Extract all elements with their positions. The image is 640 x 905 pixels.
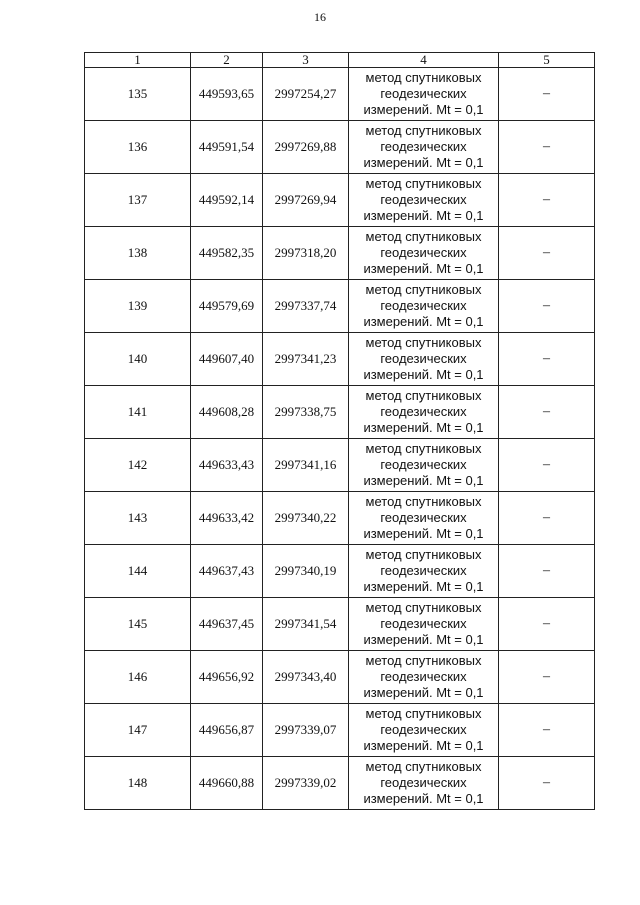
method-text-line: измерений. Mt = 0,1 xyxy=(363,738,484,753)
method-text-line: измерений. Mt = 0,1 xyxy=(363,685,484,700)
point-number-cell: 147 xyxy=(85,704,191,757)
method-text-line: геодезических xyxy=(380,245,467,260)
method-text-line: измерений. Mt = 0,1 xyxy=(363,632,484,647)
point-number-cell: 144 xyxy=(85,545,191,598)
x-coordinate-cell: 449592,14 xyxy=(191,174,263,227)
note-cell: – xyxy=(499,333,595,386)
x-coordinate-cell: 449582,35 xyxy=(191,227,263,280)
y-coordinate-cell: 2997340,22 xyxy=(263,492,349,545)
y-coordinate-cell: 2997343,40 xyxy=(263,651,349,704)
note-cell: – xyxy=(499,121,595,174)
method-cell xyxy=(349,439,499,492)
method-text-line: метод спутниковых xyxy=(365,441,482,456)
y-coordinate-cell: 2997340,19 xyxy=(263,545,349,598)
x-coordinate-cell: 449591,54 xyxy=(191,121,263,174)
table-row xyxy=(85,68,595,121)
method-text-line: измерений. Mt = 0,1 xyxy=(363,367,484,382)
method-cell xyxy=(349,333,499,386)
table-row xyxy=(85,492,595,545)
table-row xyxy=(85,704,595,757)
y-coordinate-cell: 2997338,75 xyxy=(263,386,349,439)
y-coordinate-cell: 2997318,20 xyxy=(263,227,349,280)
table-row xyxy=(85,174,595,227)
x-coordinate-cell: 449656,87 xyxy=(191,704,263,757)
header-col-3: 3 xyxy=(263,53,349,68)
point-number-cell: 141 xyxy=(85,386,191,439)
method-text-line: геодезических xyxy=(380,510,467,525)
method-cell xyxy=(349,492,499,545)
x-coordinate-cell: 449660,88 xyxy=(191,757,263,810)
method-text-line: геодезических xyxy=(380,669,467,684)
method-text-line: измерений. Mt = 0,1 xyxy=(363,420,484,435)
table-body xyxy=(85,68,595,810)
y-coordinate-cell: 2997341,23 xyxy=(263,333,349,386)
method-text-line: метод спутниковых xyxy=(365,70,482,85)
note-cell: – xyxy=(499,757,595,810)
note-cell: – xyxy=(499,545,595,598)
note-cell: – xyxy=(499,492,595,545)
x-coordinate-cell: 449608,28 xyxy=(191,386,263,439)
note-cell: – xyxy=(499,174,595,227)
table-row xyxy=(85,227,595,280)
point-number-cell: 135 xyxy=(85,68,191,121)
x-coordinate-cell: 449607,40 xyxy=(191,333,263,386)
method-text-line: геодезических xyxy=(380,457,467,472)
point-number-cell: 145 xyxy=(85,598,191,651)
method-text-line: измерений. Mt = 0,1 xyxy=(363,473,484,488)
method-text-line: геодезических xyxy=(380,351,467,366)
table-row xyxy=(85,651,595,704)
method-text-line: геодезических xyxy=(380,563,467,578)
note-cell: – xyxy=(499,386,595,439)
point-number-cell: 146 xyxy=(85,651,191,704)
method-cell xyxy=(349,598,499,651)
table-row xyxy=(85,121,595,174)
point-number-cell: 139 xyxy=(85,280,191,333)
point-number-cell: 142 xyxy=(85,439,191,492)
method-text-line: геодезических xyxy=(380,192,467,207)
y-coordinate-cell: 2997339,07 xyxy=(263,704,349,757)
method-cell xyxy=(349,121,499,174)
page-number: 16 xyxy=(314,10,326,24)
point-number-cell: 138 xyxy=(85,227,191,280)
table-header xyxy=(85,53,595,68)
x-coordinate-cell: 449579,69 xyxy=(191,280,263,333)
y-coordinate-cell: 2997254,27 xyxy=(263,68,349,121)
note-cell: – xyxy=(499,227,595,280)
method-text-line: геодезических xyxy=(380,616,467,631)
method-text-line: метод спутниковых xyxy=(365,176,482,191)
coordinates-table xyxy=(84,52,595,810)
note-cell: – xyxy=(499,439,595,492)
x-coordinate-cell: 449656,92 xyxy=(191,651,263,704)
method-text-line: геодезических xyxy=(380,404,467,419)
method-cell xyxy=(349,651,499,704)
method-text-line: измерений. Mt = 0,1 xyxy=(363,791,484,806)
method-cell xyxy=(349,386,499,439)
note-cell: – xyxy=(499,704,595,757)
method-cell xyxy=(349,545,499,598)
method-cell xyxy=(349,68,499,121)
header-col-2: 2 xyxy=(191,53,263,68)
x-coordinate-cell: 449593,65 xyxy=(191,68,263,121)
x-coordinate-cell: 449637,43 xyxy=(191,545,263,598)
x-coordinate-cell: 449637,45 xyxy=(191,598,263,651)
method-text-line: метод спутниковых xyxy=(365,335,482,350)
method-cell xyxy=(349,280,499,333)
header-col-5: 5 xyxy=(499,53,595,68)
method-text-line: измерений. Mt = 0,1 xyxy=(363,208,484,223)
method-text-line: измерений. Mt = 0,1 xyxy=(363,526,484,541)
note-cell: – xyxy=(499,598,595,651)
method-text-line: геодезических xyxy=(380,298,467,313)
y-coordinate-cell: 2997269,88 xyxy=(263,121,349,174)
point-number-cell: 136 xyxy=(85,121,191,174)
y-coordinate-cell: 2997337,74 xyxy=(263,280,349,333)
y-coordinate-cell: 2997341,54 xyxy=(263,598,349,651)
note-cell: – xyxy=(499,651,595,704)
table-row xyxy=(85,333,595,386)
point-number-cell: 137 xyxy=(85,174,191,227)
method-text-line: метод спутниковых xyxy=(365,759,482,774)
method-text-line: геодезических xyxy=(380,139,467,154)
method-text-line: метод спутниковых xyxy=(365,229,482,244)
point-number-cell: 148 xyxy=(85,757,191,810)
y-coordinate-cell: 2997341,16 xyxy=(263,439,349,492)
method-text-line: метод спутниковых xyxy=(365,494,482,509)
method-text-line: геодезических xyxy=(380,722,467,737)
note-cell: – xyxy=(499,68,595,121)
method-text-line: измерений. Mt = 0,1 xyxy=(363,155,484,170)
method-text-line: измерений. Mt = 0,1 xyxy=(363,261,484,276)
method-text-line: метод спутниковых xyxy=(365,706,482,721)
header-col-4: 4 xyxy=(349,53,499,68)
table-row xyxy=(85,439,595,492)
x-coordinate-cell: 449633,42 xyxy=(191,492,263,545)
table-row xyxy=(85,757,595,810)
table-row xyxy=(85,386,595,439)
method-text-line: измерений. Mt = 0,1 xyxy=(363,579,484,594)
method-cell xyxy=(349,704,499,757)
method-text-line: метод спутниковых xyxy=(365,123,482,138)
table-row xyxy=(85,545,595,598)
method-text-line: метод спутниковых xyxy=(365,282,482,297)
point-number-cell: 143 xyxy=(85,492,191,545)
x-coordinate-cell: 449633,43 xyxy=(191,439,263,492)
y-coordinate-cell: 2997339,02 xyxy=(263,757,349,810)
method-text-line: геодезических xyxy=(380,775,467,790)
method-text-line: метод спутниковых xyxy=(365,388,482,403)
header-row xyxy=(85,53,595,68)
note-cell: – xyxy=(499,280,595,333)
header-col-1: 1 xyxy=(85,53,191,68)
method-text-line: метод спутниковых xyxy=(365,653,482,668)
method-text-line: геодезических xyxy=(380,86,467,101)
method-text-line: измерений. Mt = 0,1 xyxy=(363,102,484,117)
method-cell xyxy=(349,757,499,810)
method-text-line: измерений. Mt = 0,1 xyxy=(363,314,484,329)
table-row xyxy=(85,280,595,333)
method-cell xyxy=(349,227,499,280)
table-row xyxy=(85,598,595,651)
y-coordinate-cell: 2997269,94 xyxy=(263,174,349,227)
method-text-line: метод спутниковых xyxy=(365,600,482,615)
point-number-cell: 140 xyxy=(85,333,191,386)
method-cell xyxy=(349,174,499,227)
method-text-line: метод спутниковых xyxy=(365,547,482,562)
